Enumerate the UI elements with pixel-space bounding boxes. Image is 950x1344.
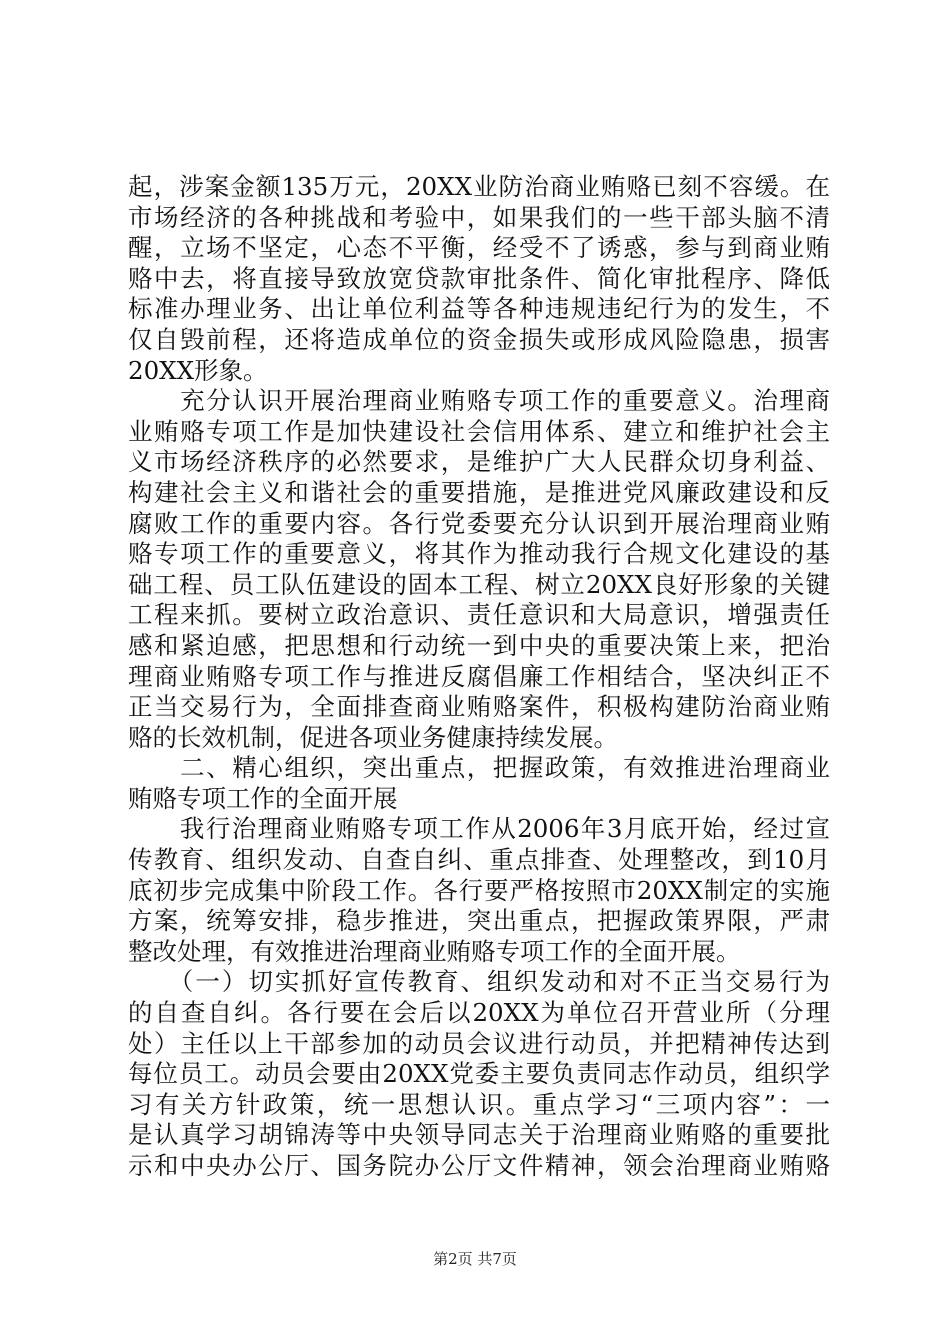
text-line: 是认真学习胡锦涛等中央领导同志关于治理商业贿赂的重要批 [128, 1120, 830, 1150]
text-line: 处）主任以上干部参加的动员会议进行动员，并把精神传达到 [128, 1028, 830, 1058]
text-line: 工程来抓。要树立政治意识、责任意识和大局意识，增强责任 [128, 600, 830, 630]
text-line: 的自查自纠。各行要在会后以20XX为单位召开营业所（分理 [128, 998, 830, 1028]
page-number-footer: 第2页 共7页 [433, 1250, 517, 1268]
text-line: 赂专项工作的重要意义，将其作为推动我行合规文化建设的基 [128, 539, 830, 569]
text-line: 底初步完成集中阶段工作。各行要严格按照市20XX制定的实施 [128, 875, 830, 905]
text-line: 赂中去，将直接导致放宽贷款审批条件、简化审批程序、降低 [128, 263, 830, 293]
text-line: 整改处理，有效推进治理商业贿赂专项工作的全面开展。 [128, 936, 741, 966]
text-line: 市场经济的各种挑战和考验中，如果我们的一些干部头脑不清 [128, 202, 830, 232]
text-line: 正当交易行为，全面排查商业贿赂案件，积极构建防治商业贿 [128, 692, 830, 722]
text-line: 理商业贿赂专项工作与推进反腐倡廉工作相结合，坚决纠正不 [128, 661, 830, 691]
text-line: 每位员工。动员会要由20XX党委主要负责同志作动员，组织学 [128, 1059, 830, 1089]
section-heading-line: 二、精心组织，突出重点，把握政策，有效推进治理商业 [128, 753, 830, 783]
text-line: 醒，立场不坚定，心态不平衡，经受不了诱惑，参与到商业贿 [128, 233, 830, 263]
section-heading-line: 贿赂专项工作的全面开展 [128, 783, 398, 813]
text-line: 20XX形象。 [128, 355, 268, 385]
text-line: 方案，统筹安排，稳步推进，突出重点，把握政策界限，严肃 [128, 906, 830, 936]
text-line: 础工程、员工队伍建设的固本工程、树立20XX良好形象的关键 [128, 569, 830, 599]
text-line: 赂的长效机制，促进各项业务健康持续发展。 [128, 722, 618, 752]
text-line: 传教育、组织发动、自查自纠、重点排查、处理整改，到10月 [128, 845, 830, 875]
text-line: 我行治理商业贿赂专项工作从2006年3月底开始，经过宣 [128, 814, 830, 844]
text-line: 构建社会主义和谐社会的重要措施，是推进党风廉政建设和反 [128, 477, 830, 507]
text-line: 充分认识开展治理商业贿赂专项工作的重要意义。治理商 [128, 386, 830, 416]
text-line: 腐败工作的重要内容。各行党委要充分认识到开展治理商业贿 [128, 508, 830, 538]
text-line: 起，涉案金额135万元，20XX业防治商业贿赂已刻不容缓。在 [128, 172, 830, 201]
text-line: 标准办理业务、出让单位利益等各种违规违纪行为的发生，不 [128, 294, 830, 324]
text-line: 仅自毁前程，还将造成单位的资金损失或形成风险隐患，损害 [128, 324, 830, 354]
text-line: 习有关方针政策，统一思想认识。重点学习“三项内容”：一 [128, 1089, 830, 1119]
text-line: 业贿赂专项工作是加快建设社会信用体系、建立和维护社会主 [128, 416, 830, 446]
text-line: （一）切实抓好宣传教育、组织发动和对不正当交易行为 [128, 967, 830, 997]
body-text [128, 172, 830, 1182]
text-line: 示和中央办公厅、国务院办公厅文件精神，领会治理商业贿赂 [128, 1151, 830, 1180]
text-line: 感和紧迫感，把思想和行动统一到中央的重要决策上来，把治 [128, 630, 830, 660]
text-line: 义市场经济秩序的必然要求，是维护广大人民群众切身利益、 [128, 447, 830, 477]
